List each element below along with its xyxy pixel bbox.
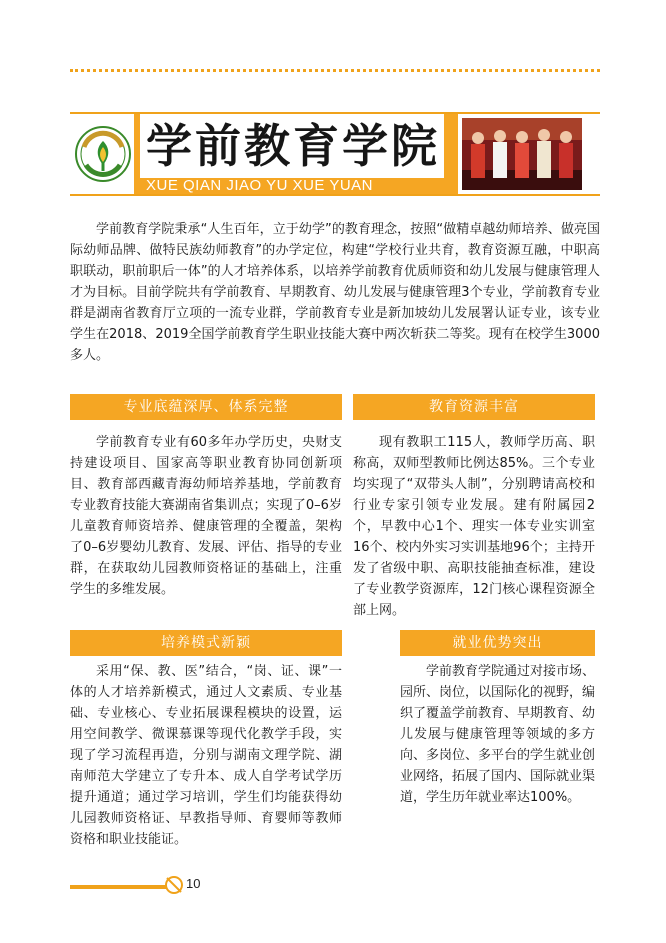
section-heading-employment: 就业优势突出 xyxy=(400,630,595,656)
college-logo xyxy=(72,114,134,194)
banner-bottom-line xyxy=(70,194,600,196)
section-body-employment: 学前教育学院通过对接市场、园所、岗位，以国际化的视野，编织了覆盖学前教育、早期教育、幼儿发展与健康管理等领域的多方向、多岗位、多平台的学生就业创业网络，拓展了国内、国际就业渠道，学生历年就业率达100%。 xyxy=(400,664,596,805)
page-number: 10 xyxy=(186,876,201,891)
section-body-foundation: 学前教育专业有60多年办学历史，央财支持建设项目、国家高等职业教育协同创新项目、教育部西藏青海幼师培养基地，学前教育专业教育技能大赛湖南省集训点；实现了0–6岁儿童教育师资培养、健康管理的全覆盖，架构了0–6岁婴幼儿教育、发展、评估、指导的专业群，在获取幼儿园教师资格证的基础上，注重学生的多维发展。 xyxy=(70,435,342,597)
section-heading-resources: 教育资源丰富 xyxy=(353,394,595,420)
section-body-training-model: 采用“保、教、医”结合，“岗、证、课”一体的人才培养新模式，通过人文素质、专业基础、专业核心、专业拓展课程模块的设置，运用空间教学、微课慕课等现代化教学手段，实现了学习流程再造，分别与湖南文理学院、湖南师范大学建立了专升本、成人自学考试学历提升通道；通过学习培训，学生们均能获得幼儿园教师资格证、早教指导师、育婴师等教师资格和职业技能证。 xyxy=(70,664,342,847)
college-emblem-icon xyxy=(74,125,132,183)
section-body-resources: 现有教职工115人，教师学历高、职称高，双师型教师比例达85%。三个专业均实现了“双带头人制”，分别聘请高校和行业专家引领专业发展。建有附属园2个，早教中心1个、理实一体专业实训室16个、校内外实习实训基地96个；主持开发了省级中职、高职技能抽查标准，建设了专业教学资源库，12门核心课程资源全部上网。 xyxy=(353,435,595,618)
section-heading-training-model: 培养模式新颖 xyxy=(70,630,342,656)
section-heading-foundation: 专业底蕴深厚、体系完整 xyxy=(70,394,342,420)
page-title: 学前教育学院 xyxy=(146,119,440,173)
performers-photo xyxy=(462,118,582,190)
page-subtitle: XUE QIAN JIAO YU XUE YUAN xyxy=(146,177,374,194)
page-ornament-icon xyxy=(164,875,184,895)
footer-bar xyxy=(70,885,166,889)
intro-paragraph: 学前教育学院秉承“人生百年，立于幼学”的教育理念，按照“做精卓越幼师培养、做亮国际幼师品牌、做特民族幼师教育”的办学定位，构建“学校行业共育，教育资源互融，中职高职联动，职前职后一体”的人才培养体系，以培养学前教育优质师资和幼儿发展与健康管理人才为目标。目前学院共有学前教育、早期教育、幼儿发展与健康管理3个专业，学前教育专业群是湖南省教育厅立项的一流专业群，学前教育专业是新加坡幼儿发展署认证专业，该专业学生在2018、2019全国学前教育学生职业技能大赛中两次斩获二等奖。现有在校学生3000多人。 xyxy=(70,222,600,363)
top-dotted-rule xyxy=(70,69,600,72)
